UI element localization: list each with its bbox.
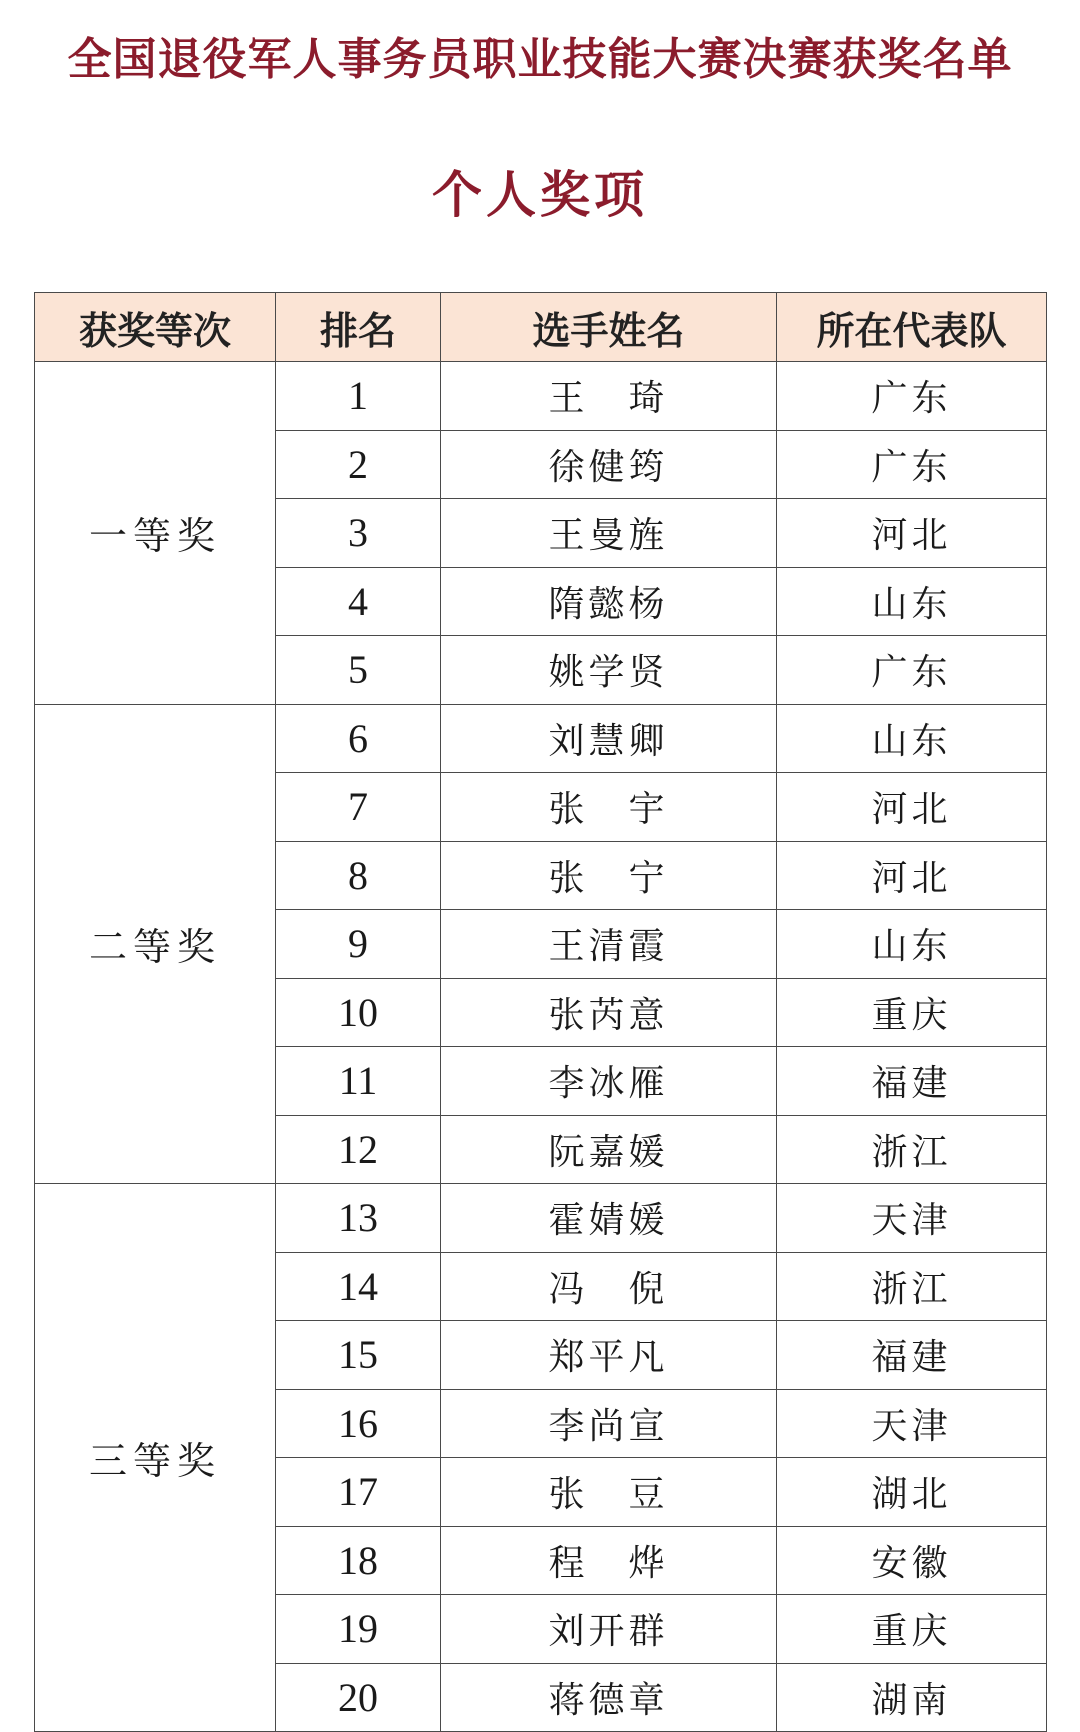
rank-cell: 3 — [276, 499, 441, 568]
table-row — [35, 1184, 1047, 1253]
rank-cell: 14 — [276, 1252, 441, 1321]
rank-cell: 16 — [276, 1389, 441, 1458]
team-cell: 山东 — [777, 567, 1047, 636]
team-cell: 福建 — [777, 1047, 1047, 1116]
contestant-name-cell: 郑平凡 — [441, 1321, 777, 1390]
awards-table — [34, 292, 1047, 1732]
rank-cell: 13 — [276, 1184, 441, 1253]
contestant-name-cell: 张 豆 — [441, 1458, 777, 1527]
rank-cell: 12 — [276, 1115, 441, 1184]
team-cell: 广东 — [777, 430, 1047, 499]
award-level-cell: 二等奖 — [35, 704, 276, 1184]
document-title: 全国退役军人事务员职业技能大赛决赛获奖名单 — [67, 34, 1013, 85]
rank-cell: 8 — [276, 841, 441, 910]
rank-cell: 6 — [276, 704, 441, 773]
team-cell: 福建 — [777, 1321, 1047, 1390]
team-cell: 湖南 — [777, 1663, 1047, 1732]
contestant-name-cell: 李冰雁 — [441, 1047, 777, 1116]
team-cell: 河北 — [777, 773, 1047, 842]
contestant-name-cell: 徐健筠 — [441, 430, 777, 499]
rank-cell: 1 — [276, 362, 441, 431]
rank-cell: 11 — [276, 1047, 441, 1116]
rank-cell: 9 — [276, 910, 441, 979]
awards-table-body — [35, 362, 1047, 1732]
contestant-name-cell: 霍婧媛 — [441, 1184, 777, 1253]
contestant-name-cell: 姚学贤 — [441, 636, 777, 705]
contestant-name-cell: 冯 倪 — [441, 1252, 777, 1321]
team-cell: 河北 — [777, 499, 1047, 568]
contestant-name-cell: 阮嘉媛 — [441, 1115, 777, 1184]
team-cell: 重庆 — [777, 1595, 1047, 1664]
rank-cell: 15 — [276, 1321, 441, 1390]
rank-cell: 4 — [276, 567, 441, 636]
contestant-name-cell: 王曼旌 — [441, 499, 777, 568]
rank-cell: 20 — [276, 1663, 441, 1732]
contestant-name-cell: 刘慧卿 — [441, 704, 777, 773]
team-cell: 重庆 — [777, 978, 1047, 1047]
team-cell: 广东 — [777, 362, 1047, 431]
contestant-name-cell: 张芮意 — [441, 978, 777, 1047]
contestant-name-cell: 蒋德章 — [441, 1663, 777, 1732]
header-rank: 排名 — [276, 293, 441, 362]
rank-cell: 19 — [276, 1595, 441, 1664]
team-cell: 天津 — [777, 1389, 1047, 1458]
table-header-row — [35, 293, 1047, 362]
rank-cell: 7 — [276, 773, 441, 842]
team-cell: 湖北 — [777, 1458, 1047, 1527]
contestant-name-cell: 程 烨 — [441, 1526, 777, 1595]
team-cell: 山东 — [777, 910, 1047, 979]
contestant-name-cell: 张 宁 — [441, 841, 777, 910]
award-level-cell: 三等奖 — [35, 1184, 276, 1732]
award-level-cell: 一等奖 — [35, 362, 276, 705]
team-cell: 天津 — [777, 1184, 1047, 1253]
team-cell: 浙江 — [777, 1252, 1047, 1321]
team-cell: 安徽 — [777, 1526, 1047, 1595]
contestant-name-cell: 王 琦 — [441, 362, 777, 431]
contestant-name-cell: 王清霞 — [441, 910, 777, 979]
rank-cell: 18 — [276, 1526, 441, 1595]
header-team: 所在代表队 — [777, 293, 1047, 362]
header-contestant-name: 选手姓名 — [441, 293, 777, 362]
contestant-name-cell: 李尚宣 — [441, 1389, 777, 1458]
table-row — [35, 362, 1047, 431]
table-row — [35, 704, 1047, 773]
rank-cell: 5 — [276, 636, 441, 705]
contestant-name-cell: 隋懿杨 — [441, 567, 777, 636]
section-subtitle: 个人奖项 — [432, 166, 648, 224]
contestant-name-cell: 刘开群 — [441, 1595, 777, 1664]
rank-cell: 17 — [276, 1458, 441, 1527]
team-cell: 山东 — [777, 704, 1047, 773]
team-cell: 浙江 — [777, 1115, 1047, 1184]
team-cell: 广东 — [777, 636, 1047, 705]
header-award-level: 获奖等次 — [35, 293, 276, 362]
rank-cell: 10 — [276, 978, 441, 1047]
contestant-name-cell: 张 宇 — [441, 773, 777, 842]
team-cell: 河北 — [777, 841, 1047, 910]
rank-cell: 2 — [276, 430, 441, 499]
